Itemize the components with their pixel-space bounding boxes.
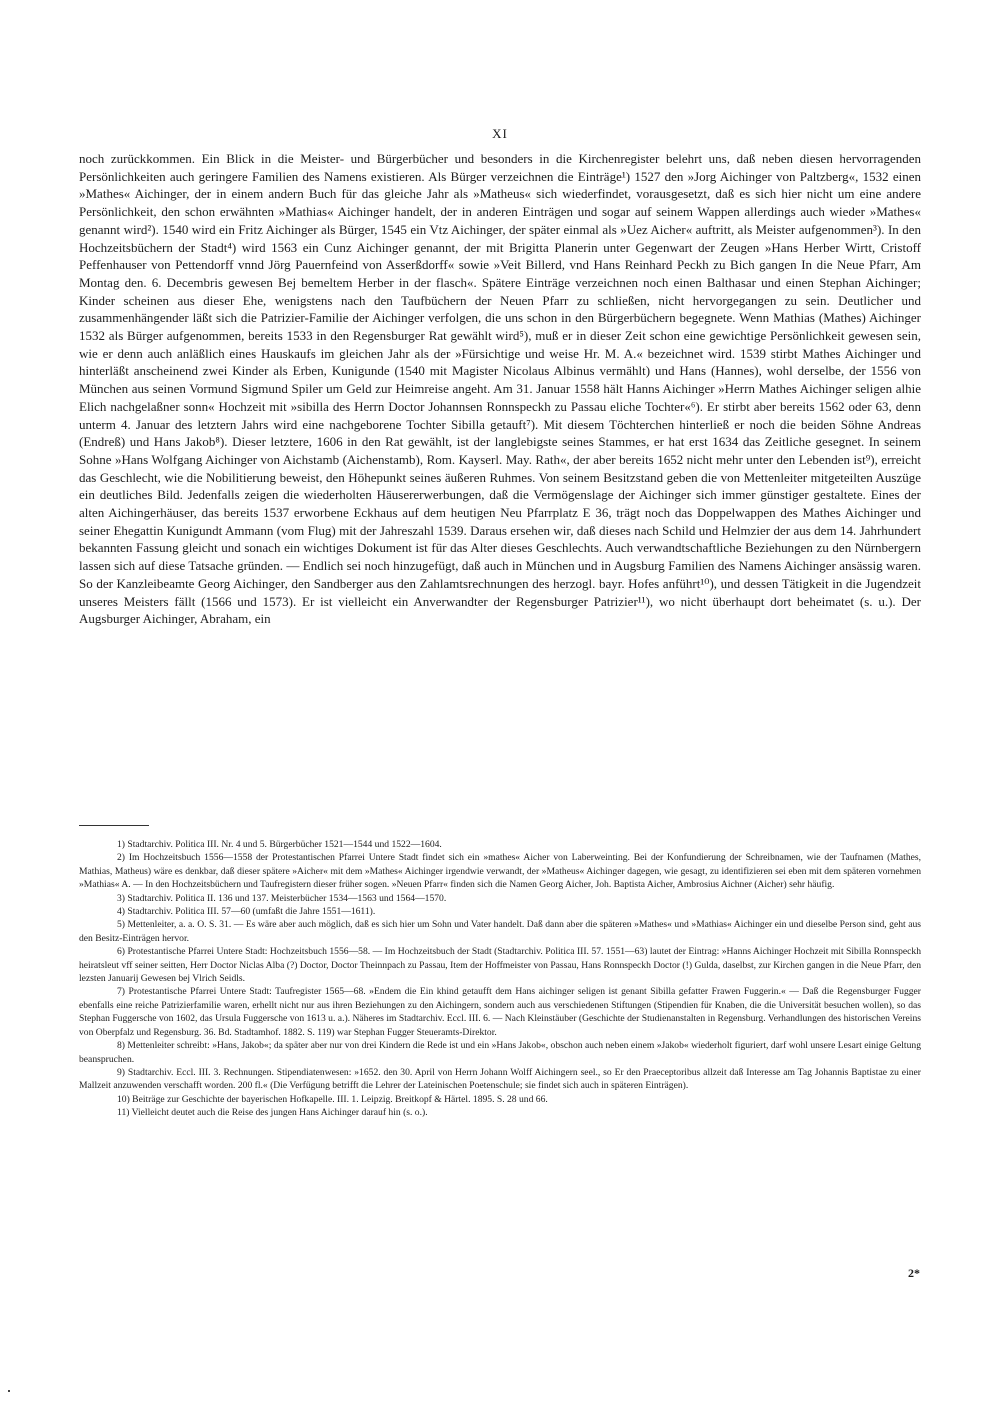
main-body-text: noch zurückkommen. Ein Blick in die Meister- und Bürgerbücher und besonders in die Kirchenregister belehrt uns, daß neben diesen hervorragenden Persönlichkeiten auch geringere Familien des Namens existieren. Als Bürger verzeichnen die Einträge¹) 1527 den »Jorg Aichinger von Paltzberg«, 1532 einen »Mathes« Aichinger, der in einem andern Buch für das gleiche Jahr als »Matheus« sich wiederfindet, vorausgesetzt, daß es sich hier nicht um eine andere Persönlichkeit, den schon erwähnten »Mathias« Aichinger handelt, der in anderen Einträgen und sogar auf seinem Wappen allerdings auch wieder »Mathes« genannt wird²). 1540 wird ein Fritz Aichinger als Bürger, 1545 ein Vtz Aichinger, der später einmal als »Uez Aicher« auftritt, als Meister aufgenommen³). In den Hochzeitsbüchern der Stadt⁴) wird 1563 ein Cunz Aichinger genannt, der mit Brigitta Planerin unter Gegenwart der Zeugen »Hans Herber Wirtt, Cristoff Peffenhauser von Pettendorff vnnd Jörg Pauernfeind von Asserßdorff« sowie »Veit Billerd, vnd Hans Reinhard Peckh zu Bich gangen In die Neue Pfarr, Am Montag den. 6. Decembris gewesen Bej bemeltem Herber in der flasch«. Spätere Einträge verzeichnen noch einen Balthasar und einen Stephan Aichinger; Kinder scheinen aus dieser Ehe, wenigstens nach den Taufbüchern der Neuen Pfarr zu schließen, nicht hervorgegangen zu sein. Deutlicher und zusammenhängender läßt sich die Patrizier-Familie der Aichinger verfolgen, die uns schon in den Bürgerbüchern begegnete. Wenn Mathias (Mathes) Aichinger 1532 als Bürger aufgenommen, bereits 1533 in den Regensburger Rat gewählt wird⁵), muß er in dieser Zeit schon eine gewichtige Persönlichkeit gewesen sein, wie er denn auch anläßlich eines Hauskaufs im gleichen Jahr als der »Fürsichtige und weise Hr. M. A.« bezeichnet wird. 1539 stirbt Mathes Aichinger und hinterläßt anscheinend zwei Kinder als Erben, Kunigunde (1540 mit Magister Nicolaus Albinus vermählt) und Hans (Hannes), wohl derselbe, der 1556 von München aus seinen Vormund Sigmund Spiler um Geld zur Heimreise angeht. Am 31. Januar 1558 hält Hanns Aichinger »Herrn Mathes Aichinger seligen alhie Elich nachgelaßner sonn« Hochzeit mit »sibilla des Herrn Doctor Johannsen Ronnspeckh zu Passau eliche Tochter«⁶). Er stirbt aber bereits 1562 oder 63, denn unterm 4. Januar des letztern Jahrs wird eine nachgeborene Tochter Sibilla getauft⁷). Mit diesem Töchterchen hinterließ er noch die beiden Söhne Andreas (Endreß) und Hans Jakob⁸). Dieser letztere, 1606 in den Rat gewählt, ist der langlebigste seines Stammes, er hat erst 1634 das Zeitliche gesegnet. In seinem Sohne »Hans Wolfgang Aichinger von Aichstamb (Aichenstamb), Rom. Kayserl. May. Rath«, der aber bereits 1652 nicht mehr unter den Lebenden ist⁹), erreicht das Geschlecht, wie die Nobilitierung beweist, den Höhepunkt seines äußeren Ruhmes. Von seinem Besitzstand geben die von Mettenleiter mitgeteilten Auszüge ein deutliches Bild. Jedenfalls zeigen die wiederholten Häusererwerbungen, daß die Vermögenslage der Aichinger sich immer günstiger gestaltete. Eines der alten Aichingerhäuser, das bereits 1537 erworbene Eckhaus auf dem heutigen Neu Pfarrplatz E 36, trägt noch das Doppelwappen des Mathes Aichinger und seiner Ehegattin Kunigundt Ammann (vom Flug) mit der Jahreszahl 1539. Daraus ersehen wir, daß dieses nach Schild und Helmzier der aus dem 14. Jahrhundert bekannten Fassung gleicht und sonach ein wichtiges Dokument ist für das Alter dieses Geschlechts. Auch verwandtschaftliche Beziehungen zu den Nürnbergern lassen sich auf diese Tatsache gründen. — Endlich sei noch hinzugefügt, daß auch in München und in Augsburg Familien des Namens Aichinger ansässig waren. So der Kanzleibeamte Georg Aichinger, den Sandberger aus den Zahlamtsrechnungen des herzogl. bayr. Hofes anführt¹⁰), und dessen Tätigkeit in die Jugendzeit unseres Meisters fällt (1566 und 1573). Er ist vielleicht ein Anverwandter der Regensburger Patrizier¹¹), wo nicht überhaupt dort beheimatet (s. u.). Der Augsburger Aichinger, Abraham, ein <box>79 151 921 627</box>
footnote-1: 1) Stadtarchiv. Politica III. Nr. 4 und 5. Bürgerbücher 1521—1544 und 1522—1604. <box>117 839 442 850</box>
footnote-5: 5) Mettenleiter, a. a. O. S. 31. — Es wäre aber auch möglich, daß es sich hier um Sohn und Vater handelt. Daß dann aber die späteren »Mathes« und »Mathias« Aichinger ein und dieselbe Person sind, geht aus den Besitz-Einträgen hervor. <box>79 919 921 944</box>
footnotes-section <box>79 838 921 1120</box>
page-number: XI <box>492 126 508 141</box>
footnote-10: 10) Beiträge zur Geschichte der bayerischen Hofkapelle. III. 1. Leipzig. Breitkopf & Härtel. 1895. S. 28 und 66. <box>117 1093 548 1105</box>
footnote-8: 8) Mettenleiter schreibt: »Hans, Jakob«; da später aber nur von drei Kindern die Rede ist und ein »Hans Jakob«, obschon auch neben einem »Jakob« wiederholt figuriert, darf wohl unsere Lesart einige Geltung beanspruchen. <box>79 1040 921 1065</box>
footnote-9: 9) Stadtarchiv. Eccl. III. 3. Rechnungen. Stipendiatenwesen: »1652. den 30. April von Herrn Johann Wolff Aichingern seel., so Er den Praeceptoribus allzeit daß Interesse am Tag Johannis Baptistae zu einer Mallzeit anzuwenden verschafft worden. 200 fl.« (Die Verfügung betrifft die Lehrer der Lateinischen Poetenschule; sie findet sich auch in späteren Einträgen). <box>79 1066 921 1092</box>
footnote-separator-rule <box>79 825 149 826</box>
footnote-3: 3) Stadtarchiv. Politica II. 136 und 137. Meisterbücher 1534—1563 und 1564—1570. <box>117 892 447 904</box>
scan-edge-speck <box>8 1390 10 1392</box>
footnote-6: 6) Protestantische Pfarrei Untere Stadt: Hochzeitsbuch 1556—58. — Im Hochzeitsbuch der Stadt (Stadtarchiv. Politica III. 57. 1551—63) lautet der Eintrag: »Hanns Aichinger Hochzeit mit Sibilla Ronnspeckh heiratsleut vff seiner seitten, Herr Doctor Niclas Alba (?) Doctor, Doctor Theinnpach zu Passau, Item der Hoffmeister von Passau, Hans Ronnspeckh Doctor (!) Gulda, daselbst, zur Kirchen gangen in die Neue Pfarr, den lezsten Januarij Gewesen bej Vlrich Seidls. <box>79 946 921 985</box>
footnote-7: 7) Protestantische Pfarrei Untere Stadt: Taufregister 1565—68. »Endem die Ein khind getaufft dem Hans aichinger seligen ist genant Sibilla gefatter Frawen Fuggerin.« — Daß die Regensburger Fugger ebenfalls eine reiche Patrizierfamilie waren, erhellt nicht nur aus ihren Beziehungen zu den Aichingern, sondern auch aus verschiedenen Stiftungen (Stipendien für Knaben, die die Universität besuchen wollen), so das Stephan Fuggersche von 1602, das Ursula Fuggersche von 1613 u. a.). Näheres im Stadtarchiv. Eccl. III. 6. — Nach Kleinstäuber (Geschichte der Studienanstalten in Regensburg. Verhandlungen des historischen Vereins von Oberpfalz und Regensburg. 36. Bd. Stadtamhof. 1882. S. 119) war Stephan Fugger Steueramts-Direktor. <box>79 986 921 1038</box>
signature-mark: 2* <box>908 1266 920 1280</box>
footnote-2: 2) Im Hochzeitsbuch 1556—1558 der Protestantischen Pfarrei Untere Stadt findet sich ein »mathes« Aicher von Laberweinting. Bei der Konfundierung der Schreibnamen, wie der Taufnamen (Mathes, Mathias, Matheus) wäre es denkbar, daß dieser spätere »Aicher« mit dem »Mathes« Aichinger irgendwie verwandt, der »Matheus« Aichinger dagegen, wie gesagt, zu identifizieren sei eben mit dem späteren vornehmen »Mathias« A. — In den Hochzeitsbüchern und Taufregistern dieser früher sogen. »Neuen Pfarr« finden sich die Namen Georg Aicher, Joh. Baptista Aicher, Ambrosius Aichner (Aicher) sehr häufig. <box>79 852 921 891</box>
footnote-11: 11) Vielleicht deutet auch die Reise des jungen Hans Aichinger darauf hin (s. o.). <box>117 1107 428 1119</box>
footnote-4: 4) Stadtarchiv. Politica III. 57—60 (umfaßt die Jahre 1551—1611). <box>117 906 376 918</box>
